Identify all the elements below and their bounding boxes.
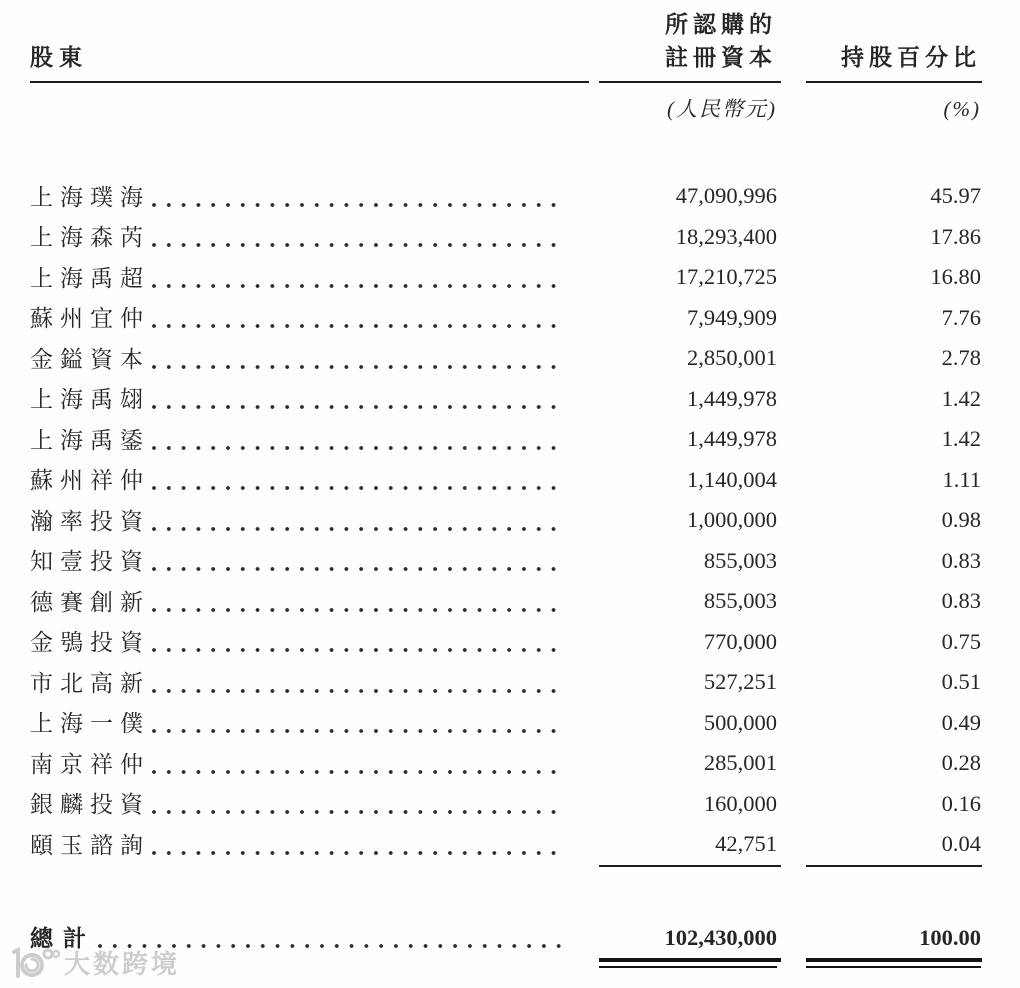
total-capital-value: 102,430,000 <box>664 924 777 950</box>
dot-leader <box>152 567 564 571</box>
header-col-percent <box>806 41 982 83</box>
table-row <box>30 298 982 339</box>
percent-value: 1.42 <box>941 426 981 451</box>
dot-leader <box>152 608 564 612</box>
table-row <box>30 541 982 582</box>
dot-leader <box>152 810 564 814</box>
unit-percent <box>806 94 982 124</box>
shareholder-name: 知壹投資 <box>30 549 150 574</box>
capital-value: 500,000 <box>703 709 777 735</box>
capital-value: 285,001 <box>703 750 777 775</box>
capital-value: 1,449,978 <box>687 385 777 411</box>
dot-leader <box>152 486 564 490</box>
dot-leader <box>152 689 564 693</box>
header-col-shareholder <box>30 41 589 83</box>
header-col-capital <box>599 8 781 83</box>
total-percent-value: 100.00 <box>919 924 981 950</box>
percent-value: 0.83 <box>941 547 981 573</box>
dot-leader <box>152 648 564 652</box>
watermark-text: 大数跨境 <box>64 949 181 979</box>
shareholder-name: 上海森芮 <box>30 225 150 250</box>
capital-value: 42,751 <box>715 831 777 856</box>
dot-leader <box>152 365 564 369</box>
capital-value: 47,090,996 <box>675 183 777 208</box>
percent-value: 7.76 <box>941 304 981 330</box>
percent-value: 2.78 <box>941 345 981 370</box>
unit-capital <box>599 94 781 124</box>
shareholder-name: 上海禹鋈 <box>30 427 150 453</box>
capital-value: 855,003 <box>703 588 777 613</box>
shareholder-name: 金鎰資本 <box>30 346 150 372</box>
table-header <box>30 8 982 83</box>
total-row <box>30 918 982 959</box>
subtotal-rule <box>30 865 982 867</box>
capital-value: 1,000,000 <box>687 507 777 532</box>
shareholder-name: 上海禹超 <box>30 265 150 291</box>
dot-leader <box>152 770 564 774</box>
unit-capital-label: (人民幣元) <box>667 97 777 121</box>
table-body <box>30 176 982 865</box>
shareholder-name: 瀚率投資 <box>30 508 150 534</box>
percent-value: 0.16 <box>941 790 981 816</box>
dot-leader <box>152 851 564 855</box>
table-row <box>30 379 982 420</box>
shareholder-name: 頤玉諮詢 <box>30 832 150 858</box>
table-row <box>30 419 982 460</box>
percent-value: 0.75 <box>941 628 981 654</box>
shareholder-name: 上海禹翃 <box>30 387 150 412</box>
capital-value: 18,293,400 <box>675 223 777 249</box>
dot-leader <box>152 527 564 531</box>
table-row <box>30 460 982 501</box>
dot-leader <box>152 284 564 288</box>
shareholder-name: 金鴞投資 <box>30 630 150 655</box>
table-row <box>30 622 982 663</box>
dot-leader <box>152 324 564 328</box>
percent-value: 0.04 <box>941 831 981 856</box>
header-percent-label: 持股百分比 <box>841 45 981 70</box>
shareholder-name: 上海璞海 <box>30 184 150 210</box>
table-row <box>30 217 982 258</box>
percent-value: 45.97 <box>930 183 981 208</box>
shareholder-name: 市北高新 <box>30 670 150 696</box>
percent-value: 1.11 <box>942 466 981 492</box>
table-row <box>30 743 982 784</box>
capital-value: 2,850,001 <box>687 345 777 370</box>
header-capital-line1: 所認購的 <box>665 12 777 37</box>
total-label: 總計 <box>30 926 96 951</box>
shareholder-name: 蘇州祥仲 <box>30 468 150 493</box>
total-double-rule <box>30 958 982 968</box>
total-block <box>30 918 982 969</box>
shareholder-name: 德賽創新 <box>30 589 150 615</box>
shareholder-name: 蘇州宜仲 <box>30 306 150 331</box>
shareholder-name: 南京祥仲 <box>30 751 150 777</box>
table-row <box>30 257 982 298</box>
dot-leader <box>152 243 564 247</box>
header-shareholder-label: 股東 <box>30 45 88 70</box>
percent-value: 17.86 <box>930 223 981 249</box>
capital-value: 1,449,978 <box>687 426 777 451</box>
table-row <box>30 784 982 825</box>
dot-leader <box>152 729 564 733</box>
capital-value: 527,251 <box>703 669 777 694</box>
dot-leader <box>152 446 564 450</box>
table-row <box>30 176 982 217</box>
shareholder-name: 上海一僕 <box>30 711 150 736</box>
header-capital-line2: 註冊資本 <box>665 45 777 70</box>
percent-value: 0.83 <box>941 588 981 613</box>
table-row <box>30 662 982 703</box>
capital-value: 770,000 <box>703 628 777 654</box>
capital-value: 1,140,004 <box>687 466 777 492</box>
units-row <box>30 83 982 124</box>
dot-leader <box>152 203 564 207</box>
table-row <box>30 703 982 744</box>
dot-leader <box>152 405 564 409</box>
capital-value: 855,003 <box>703 547 777 573</box>
unit-percent-label: (%) <box>943 97 981 121</box>
capital-value: 17,210,725 <box>675 264 777 289</box>
percent-value: 0.51 <box>941 669 981 694</box>
table-row <box>30 581 982 622</box>
percent-value: 16.80 <box>930 264 981 289</box>
table-row <box>30 500 982 541</box>
table-row <box>30 824 982 865</box>
percent-value: 0.49 <box>941 709 981 735</box>
percent-value: 0.28 <box>941 750 981 775</box>
capital-value: 7,949,909 <box>687 304 777 330</box>
percent-value: 0.98 <box>941 507 981 532</box>
dot-leader <box>98 944 564 948</box>
shareholder-name: 銀麟投資 <box>30 792 150 817</box>
capital-value: 160,000 <box>703 790 777 816</box>
percent-value: 1.42 <box>941 385 981 411</box>
table-row <box>30 338 982 379</box>
